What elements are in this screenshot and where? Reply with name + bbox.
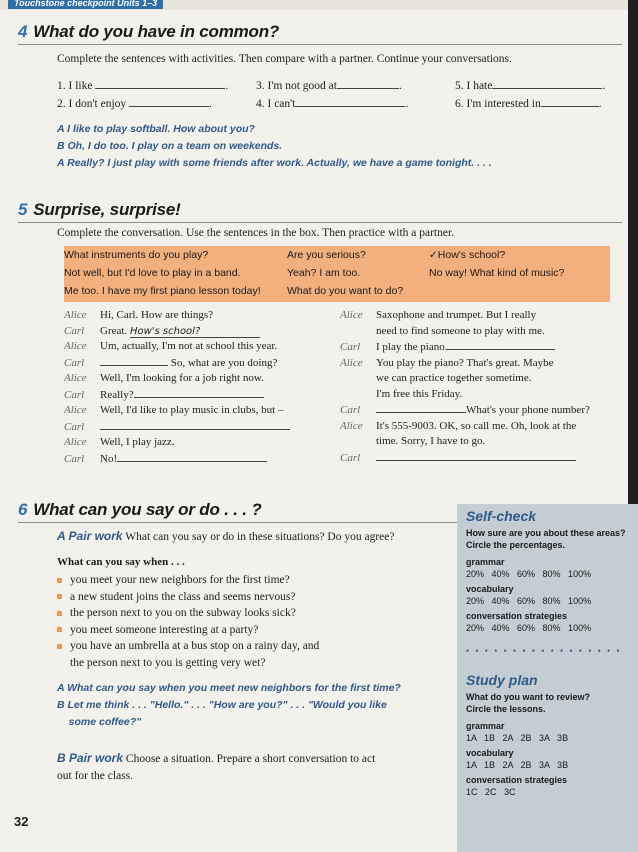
line-2: need to find someone to play with me. <box>376 324 545 337</box>
section-rule <box>18 522 457 523</box>
line-4: Alice You play the piano? That's great. Maybe <box>340 356 554 369</box>
bullet-icon <box>57 644 62 649</box>
percent-options[interactable]: 20% 40% 60% 80% 100% <box>466 596 592 606</box>
sentence-3: 3. I'm not good at . <box>256 80 402 92</box>
answer-blank[interactable] <box>100 355 168 366</box>
section-4-instructions: Complete the sentences with activities. Then compare with a partner. Continue your conversations. <box>57 53 512 65</box>
answer-blank[interactable] <box>134 387 264 398</box>
conversation-right <box>340 308 624 466</box>
line-6: I'm free this Friday. <box>376 387 463 400</box>
handwritten-answer: How's school? <box>130 326 260 338</box>
sentence-4: 4. I can't . <box>256 98 409 110</box>
line-3: Alice Um, actually, I'm not at school this year. <box>64 340 278 352</box>
conversation-left <box>64 308 334 467</box>
line-9: Alice Well, I play jazz. <box>64 436 175 448</box>
answer-blank[interactable] <box>117 451 267 462</box>
line-7: Alice Well, I'd like to play music in clubs, but – <box>64 404 284 416</box>
bullet-icon <box>57 578 62 583</box>
line-1: Alice Hi, Carl. How are things? <box>64 309 214 321</box>
box-sentence: What do you want to do? <box>287 285 404 297</box>
section-5-title: 5 Surprise, surprise! <box>18 200 181 219</box>
box-sentence: Me too. I have my first piano lesson today! <box>64 285 261 297</box>
line-5: we can practice together sometime. <box>376 372 532 384</box>
line-6: Carl Really? <box>64 387 334 404</box>
bullet-icon <box>57 611 62 616</box>
line-3: Carl I play the piano. <box>340 339 624 356</box>
study-plan-title: Study plan <box>466 672 538 688</box>
bullet-icon <box>57 594 62 599</box>
list-item: you have an umbrella at a bus stop on a rainy day, and <box>57 638 457 655</box>
section-rule <box>18 44 622 45</box>
section-4-title: 4 What do you have in common? <box>18 22 280 41</box>
lesson-options[interactable]: 1C 2C 3C <box>466 787 516 797</box>
answer-blank[interactable] <box>337 78 399 89</box>
dotted-divider: • • • • • • • • • • • • • • • • • <box>466 646 622 656</box>
answer-blank[interactable] <box>376 450 576 461</box>
situation-list <box>57 572 457 671</box>
answer-blank[interactable] <box>376 402 466 413</box>
section-6-title: 6 What can you say or do . . . ? <box>18 500 262 519</box>
list-item: you meet your new neighbors for the first time? <box>57 572 457 589</box>
section-4-example: A I like to play softball. How about you? B Oh, I do too. I play on a team on weekends. A Really? I just play with some friends after work. Actually, we have a game tonight. . . . <box>57 123 492 169</box>
answer-blank[interactable] <box>129 96 209 107</box>
sentence-5: 5. I hate . <box>455 80 606 92</box>
sentence-6: 6. I'm interested in . <box>455 98 602 110</box>
box-sentence: What instruments do you play? <box>64 249 209 261</box>
self-check-title: Self-check <box>466 508 537 524</box>
section-rule <box>18 222 622 223</box>
answer-blank[interactable] <box>541 96 599 107</box>
box-sentence: Not well, but I'd love to play in a band. <box>64 267 241 279</box>
section-6-example: A What can you say when you meet new neighbors for the first time? B Let me think . . . "Hello." . . . "How are you?" . . . "Would you like some coffee?" <box>57 682 401 728</box>
line-5: Alice Well, I'm looking for a job right now. <box>64 372 264 384</box>
list-item: the person next to you on the subway looks sick? <box>57 605 457 622</box>
line-4: Carl So, what are you doing? <box>64 356 278 369</box>
list-item: a new student joins the class and seems nervous? <box>57 589 457 606</box>
section-number: 4 <box>18 22 28 41</box>
sentence-1: 1. I like . <box>57 80 229 92</box>
line-1: Alice Saxophone and trumpet. But I really <box>340 309 537 321</box>
line-7: Carl What's your phone number? <box>340 404 590 416</box>
box-sentence: No way! What kind of music? <box>429 267 565 279</box>
box-sentence: Yeah? I am too. <box>287 267 361 279</box>
line-9: time. Sorry, I have to go. <box>376 435 486 447</box>
line-10: Carl No! <box>64 451 334 468</box>
sentence-2: 2. I don't enjoy . <box>57 98 212 110</box>
percent-options[interactable]: 20% 40% 60% 80% 100% <box>466 569 592 579</box>
answer-blank[interactable] <box>100 419 290 430</box>
box-sentence: ✓How's school? <box>429 249 506 261</box>
percent-options[interactable]: 20% 40% 60% 80% 100% <box>466 623 592 633</box>
running-head: Touchstone checkpoint Units 1–3 <box>8 0 163 9</box>
self-check: Self-check How sure are you about these areas? Circle the percentages. grammar 20% 40% 60% 80% 100% vocabulary 20% 40% 60% 80% 100% conversation strategies 20% 40% 60% 80% 100% • • • • • • • • • • • • • • • • • <box>466 508 626 656</box>
lesson-options[interactable]: 1A 1B 2A 2B 3A 3B <box>466 733 569 743</box>
answer-blank[interactable] <box>295 96 405 107</box>
subhead: What can you say when . . . <box>57 556 185 568</box>
lesson-options[interactable]: 1A 1B 2A 2B 3A 3B <box>466 760 569 770</box>
list-item: you meet someone interesting at a party? <box>57 622 457 639</box>
sentence-box <box>64 246 610 302</box>
answer-blank[interactable] <box>95 78 225 89</box>
section-5-instructions: Complete the conversation. Use the sentences in the box. Then practice with a partner. <box>57 227 455 239</box>
line-2: Carl Great. How's school? <box>64 324 334 340</box>
line-8: Alice It's 555-9003. OK, so call me. Oh, look at the <box>340 419 577 432</box>
answer-blank[interactable] <box>447 339 555 350</box>
bullet-icon <box>57 627 62 632</box>
list-item: the person next to you is getting very wet? <box>70 656 266 669</box>
section-number: 5 <box>18 200 28 219</box>
answer-blank[interactable] <box>492 78 602 89</box>
page-number: 32 <box>14 814 29 829</box>
section-number: 6 <box>18 500 28 519</box>
pair-work-a: A Pair work What can you say or do in these situations? Do you agree? <box>57 529 395 543</box>
pair-work-b: B Pair work Choose a situation. Prepare a short conversation to act out for the class. <box>57 751 376 782</box>
line-8: Carl <box>64 419 334 436</box>
box-sentence: Are you serious? <box>287 249 366 261</box>
study-plan: Study plan What do you want to review? Circle the lessons. grammar 1A 1B 2A 2B 3A 3B vocabulary 1A 1B 2A 2B 3A 3B conversation strategies 1C 2C 3C <box>466 672 626 798</box>
line-10: Carl <box>340 450 624 467</box>
